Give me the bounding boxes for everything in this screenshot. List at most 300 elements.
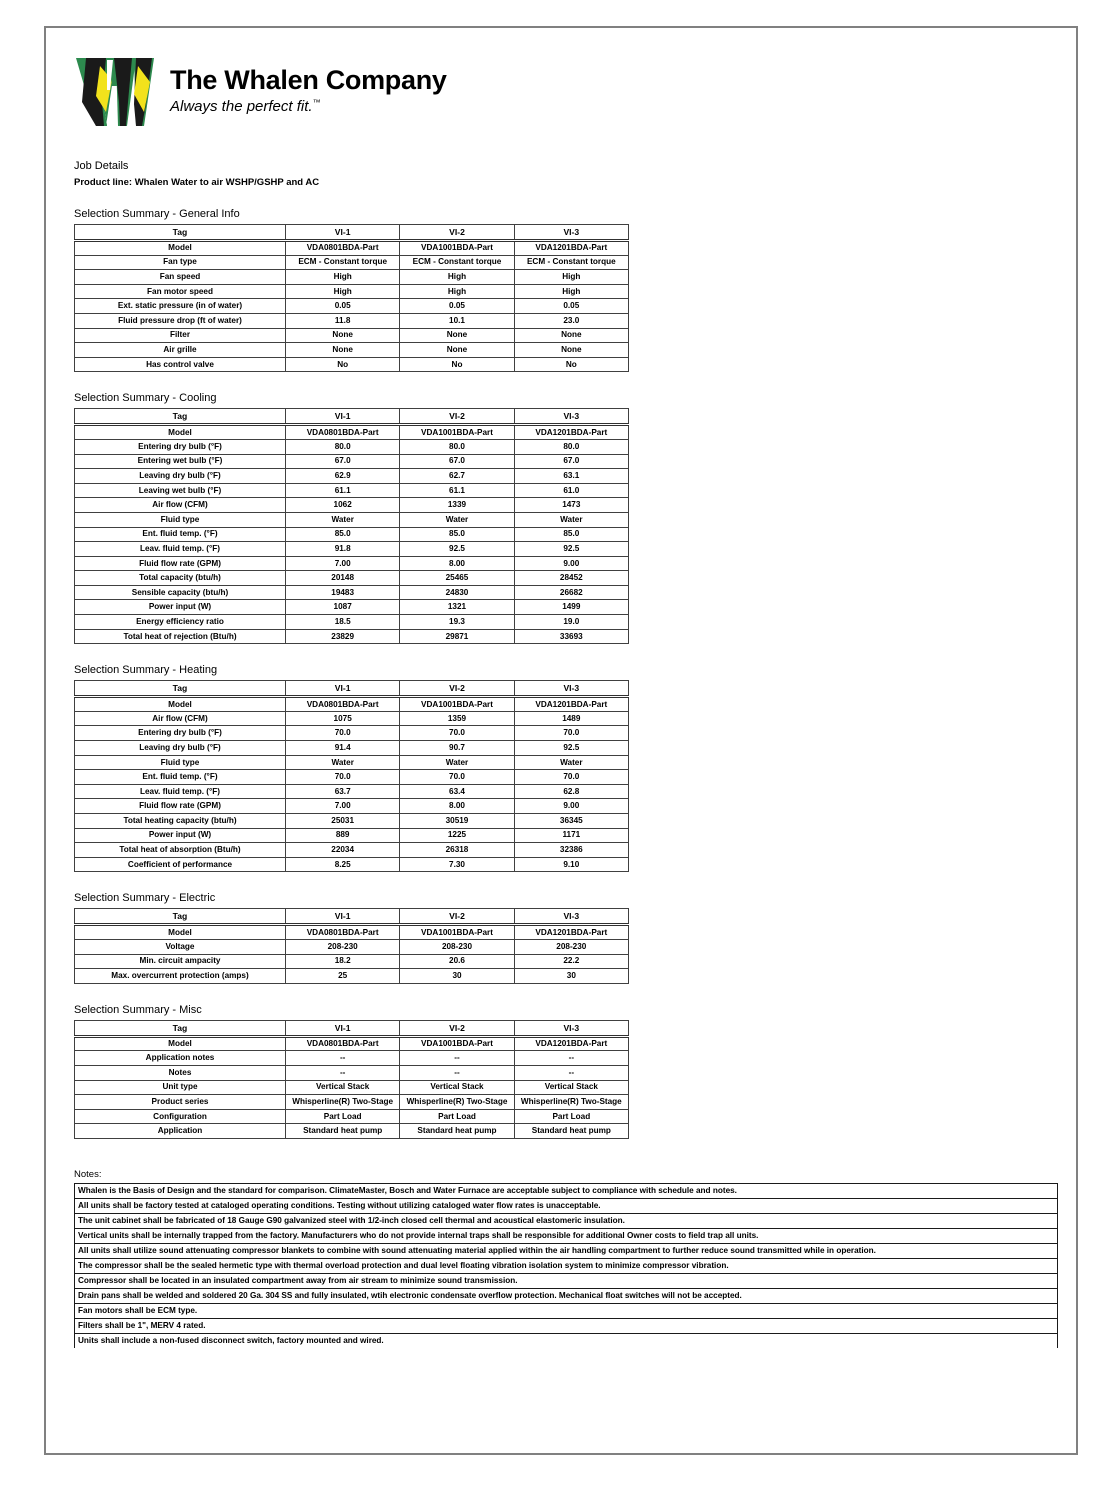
row-value: 1489	[514, 711, 628, 726]
row-label: Total heat of rejection (Btu/h)	[75, 629, 286, 644]
row-value: High	[400, 270, 514, 285]
row-value: Vertical Stack	[514, 1080, 628, 1095]
column-header-unit: VI-3	[514, 409, 628, 425]
table-row	[75, 1051, 629, 1066]
row-value: 0.05	[514, 299, 628, 314]
row-label: Power input (W)	[75, 600, 286, 615]
note-text: The unit cabinet shall be fabricated of 18 Gauge G90 galvanized steel with 1/2-inch closed cell thermal and acoustical elastomeric insulation.	[75, 1213, 1058, 1228]
table-row	[75, 343, 629, 358]
row-value: Water	[400, 512, 514, 527]
row-value: 7.00	[286, 799, 400, 814]
spec-table	[74, 908, 629, 983]
row-value: 25465	[400, 571, 514, 586]
note-row	[75, 1243, 1058, 1258]
table-row	[75, 1124, 629, 1139]
row-value: 70.0	[286, 770, 400, 785]
table-row	[75, 954, 629, 969]
row-value: 28452	[514, 571, 628, 586]
row-value: Standard heat pump	[514, 1124, 628, 1139]
row-value: None	[400, 343, 514, 358]
row-value: 62.7	[400, 469, 514, 484]
row-label: Leav. fluid temp. (°F)	[75, 784, 286, 799]
table-header-row	[75, 225, 629, 241]
row-value: 1473	[514, 498, 628, 513]
table-header-row	[75, 409, 629, 425]
row-label: Fluid type	[75, 755, 286, 770]
row-label: Model	[75, 241, 286, 256]
job-details-title: Job Details	[74, 160, 129, 172]
table-row	[75, 939, 629, 954]
row-value: 92.5	[514, 741, 628, 756]
row-value: High	[400, 284, 514, 299]
table-row	[75, 828, 629, 843]
row-value: 1225	[400, 828, 514, 843]
row-value: 80.0	[286, 439, 400, 454]
row-value: 61.0	[514, 483, 628, 498]
row-label: Fan speed	[75, 270, 286, 285]
row-value: High	[286, 284, 400, 299]
table-row	[75, 755, 629, 770]
row-label: Model	[75, 1036, 286, 1051]
column-header-unit: VI-2	[400, 909, 514, 925]
row-value: 19.0	[514, 615, 628, 630]
table-header-row	[75, 909, 629, 925]
row-value: 1359	[400, 711, 514, 726]
column-header-unit: VI-3	[514, 681, 628, 697]
row-value: 22.2	[514, 954, 628, 969]
spec-table	[74, 408, 629, 644]
row-label: Total capacity (btu/h)	[75, 571, 286, 586]
table-row	[75, 784, 629, 799]
section-title: Selection Summary - Cooling	[74, 392, 217, 405]
note-row	[75, 1228, 1058, 1243]
row-value: 23829	[286, 629, 400, 644]
row-value: Water	[400, 755, 514, 770]
row-value: 70.0	[286, 726, 400, 741]
row-value: Whisperline(R) Two-Stage	[286, 1095, 400, 1110]
row-value: 0.05	[286, 299, 400, 314]
note-text: Fan motors shall be ECM type.	[75, 1303, 1058, 1318]
row-value: 61.1	[286, 483, 400, 498]
note-row	[75, 1183, 1058, 1198]
table-header-row	[75, 681, 629, 697]
row-value: VDA0801BDA-Part	[286, 1036, 400, 1051]
row-value: VDA1001BDA-Part	[400, 425, 514, 440]
row-value: Part Load	[400, 1109, 514, 1124]
row-label: Application notes	[75, 1051, 286, 1066]
row-value: 91.8	[286, 542, 400, 557]
row-value: None	[514, 328, 628, 343]
row-value: 208-230	[286, 939, 400, 954]
company-name: The Whalen Company	[170, 65, 447, 95]
table-row	[75, 629, 629, 644]
row-value: 91.4	[286, 741, 400, 756]
row-value: 30519	[400, 814, 514, 829]
row-value: 208-230	[400, 939, 514, 954]
notes-title: Notes:	[74, 1168, 102, 1180]
selection-summary-section	[74, 392, 1064, 644]
row-label: Model	[75, 425, 286, 440]
row-value: 22034	[286, 843, 400, 858]
row-value: 29871	[400, 629, 514, 644]
row-label: Fluid pressure drop (ft of water)	[75, 313, 286, 328]
row-value: ECM - Constant torque	[286, 255, 400, 270]
note-text: All units shall be factory tested at cataloged operating conditions. Testing without utilizing cataloged water flow rates is unacceptable.	[75, 1198, 1058, 1213]
section-title: Selection Summary - General Info	[74, 208, 240, 220]
row-value: 63.1	[514, 469, 628, 484]
column-header-unit: VI-2	[400, 409, 514, 425]
row-value: Water	[286, 755, 400, 770]
row-value: 889	[286, 828, 400, 843]
row-value: Whisperline(R) Two-Stage	[400, 1095, 514, 1110]
page-content	[74, 56, 1064, 1348]
row-value: VDA0801BDA-Part	[286, 925, 400, 940]
row-value: Water	[514, 512, 628, 527]
section-title: Selection Summary - Heating	[74, 664, 218, 677]
section-title: Selection Summary - Misc	[74, 1003, 202, 1016]
column-header-unit: VI-3	[514, 1020, 628, 1036]
row-value: 1062	[286, 498, 400, 513]
table-row	[75, 1080, 629, 1095]
row-value: Standard heat pump	[400, 1124, 514, 1139]
row-value: 32386	[514, 843, 628, 858]
row-label: Unit type	[75, 1080, 286, 1095]
table-row	[75, 498, 629, 513]
table-row	[75, 439, 629, 454]
row-value: None	[286, 343, 400, 358]
row-value: 61.1	[400, 483, 514, 498]
row-label: Ext. static pressure (in of water)	[75, 299, 286, 314]
row-label: Notes	[75, 1065, 286, 1080]
row-value: 10.1	[400, 313, 514, 328]
row-value: VDA1001BDA-Part	[400, 241, 514, 256]
row-value: VDA0801BDA-Part	[286, 425, 400, 440]
row-value: 30	[514, 969, 628, 984]
row-value: 8.00	[400, 556, 514, 571]
row-label: Configuration	[75, 1109, 286, 1124]
table-row	[75, 454, 629, 469]
note-row	[75, 1318, 1058, 1333]
row-value: ECM - Constant torque	[400, 255, 514, 270]
row-label: Leav. fluid temp. (°F)	[75, 542, 286, 557]
row-label: Has control valve	[75, 357, 286, 372]
notes-table	[74, 1183, 1058, 1349]
row-label: Ent. fluid temp. (°F)	[75, 770, 286, 785]
row-label: Application	[75, 1124, 286, 1139]
note-text: The compressor shall be the sealed hermetic type with thermal overload protection and dual level floating vibration isolation system to minimize compressor vibration.	[75, 1258, 1058, 1273]
note-text: Whalen is the Basis of Design and the standard for comparison. ClimateMaster, Bosch and Water Furnace are acceptable subject to compliance with schedule and notes.	[75, 1183, 1058, 1198]
row-value: ECM - Constant torque	[514, 255, 628, 270]
row-label: Ent. fluid temp. (°F)	[75, 527, 286, 542]
row-value: --	[400, 1065, 514, 1080]
table-row	[75, 512, 629, 527]
row-value: VDA1001BDA-Part	[400, 1036, 514, 1051]
table-row	[75, 483, 629, 498]
row-label: Fluid type	[75, 512, 286, 527]
note-text: Vertical units shall be internally trapped from the factory. Manufacturers who do not provide internal traps shall be responsible for additional Owner costs to field trap all units.	[75, 1228, 1058, 1243]
table-row	[75, 255, 629, 270]
column-header-tag: Tag	[75, 909, 286, 925]
row-label: Air flow (CFM)	[75, 498, 286, 513]
job-details-block	[74, 160, 1064, 188]
row-value: High	[514, 270, 628, 285]
table-row	[75, 814, 629, 829]
column-header-unit: VI-2	[400, 681, 514, 697]
row-value: 208-230	[514, 939, 628, 954]
row-value: 80.0	[514, 439, 628, 454]
table-row	[75, 270, 629, 285]
row-value: 85.0	[400, 527, 514, 542]
selection-summary-section	[74, 664, 1064, 872]
row-value: 63.7	[286, 784, 400, 799]
row-label: Leaving dry bulb (°F)	[75, 469, 286, 484]
column-header-unit: VI-2	[400, 225, 514, 241]
row-value: 26318	[400, 843, 514, 858]
row-value: 26682	[514, 585, 628, 600]
note-row	[75, 1333, 1058, 1348]
note-row	[75, 1213, 1058, 1228]
column-header-unit: VI-1	[286, 1020, 400, 1036]
note-row	[75, 1273, 1058, 1288]
row-value: 63.4	[400, 784, 514, 799]
job-product-line: Product line: Whalen Water to air WSHP/GSHP and AC	[74, 177, 320, 188]
row-value: 19483	[286, 585, 400, 600]
note-text: All units shall utilize sound attenuating compressor blankets to combine with sound attenuating material applied within the air handling compartment to further reduce sound transmitted while in operation.	[75, 1243, 1058, 1258]
row-value: VDA1001BDA-Part	[400, 925, 514, 940]
row-value: 1321	[400, 600, 514, 615]
notes-block	[74, 1169, 1064, 1349]
company-tagline	[170, 98, 447, 115]
table-row	[75, 585, 629, 600]
row-value: 1075	[286, 711, 400, 726]
row-label: Product series	[75, 1095, 286, 1110]
row-label: Fluid flow rate (GPM)	[75, 799, 286, 814]
table-row	[75, 357, 629, 372]
table-row	[75, 600, 629, 615]
row-value: 85.0	[286, 527, 400, 542]
row-value: None	[400, 328, 514, 343]
row-value: 1339	[400, 498, 514, 513]
table-row	[75, 313, 629, 328]
row-value: 11.8	[286, 313, 400, 328]
row-label: Total heating capacity (btu/h)	[75, 814, 286, 829]
row-value: 8.25	[286, 857, 400, 872]
row-value: 9.10	[514, 857, 628, 872]
table-header-row	[75, 1020, 629, 1036]
row-value: 92.5	[400, 542, 514, 557]
row-label: Model	[75, 697, 286, 712]
row-value: Standard heat pump	[286, 1124, 400, 1139]
column-header-tag: Tag	[75, 681, 286, 697]
row-value: 36345	[514, 814, 628, 829]
row-label: Fan type	[75, 255, 286, 270]
selection-summary-sections	[74, 208, 1064, 1139]
column-header-unit: VI-1	[286, 909, 400, 925]
selection-summary-section	[74, 208, 1064, 372]
row-value: VDA1201BDA-Part	[514, 425, 628, 440]
row-value: 24830	[400, 585, 514, 600]
row-label: Max. overcurrent protection (amps)	[75, 969, 286, 984]
table-row	[75, 328, 629, 343]
row-value: Part Load	[286, 1109, 400, 1124]
row-value: 67.0	[514, 454, 628, 469]
table-row	[75, 741, 629, 756]
column-header-unit: VI-2	[400, 1020, 514, 1036]
column-header-unit: VI-1	[286, 409, 400, 425]
row-value: --	[400, 1051, 514, 1066]
row-value: No	[400, 357, 514, 372]
trademark-mark: ™	[312, 97, 321, 107]
row-value: 19.3	[400, 615, 514, 630]
row-value: VDA1201BDA-Part	[514, 697, 628, 712]
row-label: Fluid flow rate (GPM)	[75, 556, 286, 571]
row-value: 20.6	[400, 954, 514, 969]
row-value: 70.0	[400, 726, 514, 741]
row-value: 92.5	[514, 542, 628, 557]
row-label: Voltage	[75, 939, 286, 954]
column-header-unit: VI-1	[286, 225, 400, 241]
note-text: Drain pans shall be welded and soldered 20 Ga. 304 SS and fully insulated, wtih electronic condensate overflow protection. Mechanical float switches will not be accepted.	[75, 1288, 1058, 1303]
table-row	[75, 857, 629, 872]
row-label: Sensible capacity (btu/h)	[75, 585, 286, 600]
row-label: Model	[75, 925, 286, 940]
column-header-unit: VI-1	[286, 681, 400, 697]
row-label: Air flow (CFM)	[75, 711, 286, 726]
row-value: 67.0	[400, 454, 514, 469]
table-row	[75, 969, 629, 984]
row-value: 25	[286, 969, 400, 984]
row-value: 9.00	[514, 799, 628, 814]
row-value: 90.7	[400, 741, 514, 756]
row-value: 1499	[514, 600, 628, 615]
column-header-tag: Tag	[75, 1020, 286, 1036]
row-value: VDA1201BDA-Part	[514, 241, 628, 256]
note-row	[75, 1258, 1058, 1273]
note-text: Units shall include a non-fused disconnect switch, factory mounted and wired.	[75, 1333, 1058, 1348]
table-row	[75, 1036, 629, 1051]
table-row	[75, 241, 629, 256]
column-header-unit: VI-3	[514, 225, 628, 241]
row-value: 0.05	[400, 299, 514, 314]
row-value: Water	[514, 755, 628, 770]
note-text: Filters shall be 1", MERV 4 rated.	[75, 1318, 1058, 1333]
row-value: 33693	[514, 629, 628, 644]
row-value: 25031	[286, 814, 400, 829]
row-value: VDA0801BDA-Part	[286, 241, 400, 256]
table-row	[75, 697, 629, 712]
table-row	[75, 1109, 629, 1124]
selection-summary-section	[74, 1004, 1064, 1139]
row-value: VDA1201BDA-Part	[514, 1036, 628, 1051]
row-value: 23.0	[514, 313, 628, 328]
row-value: Part Load	[514, 1109, 628, 1124]
row-value: High	[514, 284, 628, 299]
brand-header	[74, 56, 1064, 134]
row-value: --	[286, 1065, 400, 1080]
table-row	[75, 726, 629, 741]
row-value: 18.2	[286, 954, 400, 969]
tagline-text: Always the perfect fit.	[170, 97, 313, 115]
row-value: --	[514, 1065, 628, 1080]
row-value: 67.0	[286, 454, 400, 469]
row-value: Water	[286, 512, 400, 527]
section-title: Selection Summary - Electric	[74, 892, 216, 905]
table-row	[75, 925, 629, 940]
table-row	[75, 527, 629, 542]
table-row	[75, 1065, 629, 1080]
row-label: Air grille	[75, 343, 286, 358]
table-row	[75, 469, 629, 484]
column-header-unit: VI-3	[514, 909, 628, 925]
table-row	[75, 843, 629, 858]
row-value: 85.0	[514, 527, 628, 542]
table-row	[75, 299, 629, 314]
row-label: Entering dry bulb (°F)	[75, 439, 286, 454]
row-value: 70.0	[514, 770, 628, 785]
note-row	[75, 1288, 1058, 1303]
table-row	[75, 556, 629, 571]
table-row	[75, 711, 629, 726]
row-value: --	[286, 1051, 400, 1066]
row-value: None	[514, 343, 628, 358]
note-row	[75, 1198, 1058, 1213]
table-row	[75, 542, 629, 557]
row-value: --	[514, 1051, 628, 1066]
note-text: Compressor shall be located in an insulated compartment away from air stream to minimize sound transmission.	[75, 1273, 1058, 1288]
table-row	[75, 615, 629, 630]
whalen-w-logo-icon	[74, 56, 156, 130]
table-row	[75, 571, 629, 586]
row-value: Whisperline(R) Two-Stage	[514, 1095, 628, 1110]
row-value: High	[286, 270, 400, 285]
row-value: 1171	[514, 828, 628, 843]
row-value: 7.30	[400, 857, 514, 872]
row-label: Energy efficiency ratio	[75, 615, 286, 630]
row-value: 80.0	[400, 439, 514, 454]
row-label: Leaving wet bulb (°F)	[75, 483, 286, 498]
row-label: Entering dry bulb (°F)	[75, 726, 286, 741]
row-value: VDA1001BDA-Part	[400, 697, 514, 712]
row-value: 20148	[286, 571, 400, 586]
selection-summary-section	[74, 892, 1064, 983]
table-row	[75, 1095, 629, 1110]
row-value: 7.00	[286, 556, 400, 571]
row-label: Coefficient of performance	[75, 857, 286, 872]
table-row	[75, 425, 629, 440]
row-label: Fan motor speed	[75, 284, 286, 299]
row-label: Total heat of absorption (Btu/h)	[75, 843, 286, 858]
row-value: No	[286, 357, 400, 372]
row-label: Power input (W)	[75, 828, 286, 843]
spec-table	[74, 1020, 629, 1139]
row-value: Vertical Stack	[400, 1080, 514, 1095]
row-value: 70.0	[400, 770, 514, 785]
brand-text	[170, 56, 447, 115]
row-value: 30	[400, 969, 514, 984]
row-label: Entering wet bulb (°F)	[75, 454, 286, 469]
table-row	[75, 770, 629, 785]
row-value: VDA1201BDA-Part	[514, 925, 628, 940]
spec-table	[74, 224, 629, 372]
row-value: None	[286, 328, 400, 343]
row-value: 62.9	[286, 469, 400, 484]
column-header-tag: Tag	[75, 225, 286, 241]
row-value: 62.8	[514, 784, 628, 799]
table-row	[75, 799, 629, 814]
table-row	[75, 284, 629, 299]
document-page	[44, 26, 1078, 1455]
note-row	[75, 1303, 1058, 1318]
